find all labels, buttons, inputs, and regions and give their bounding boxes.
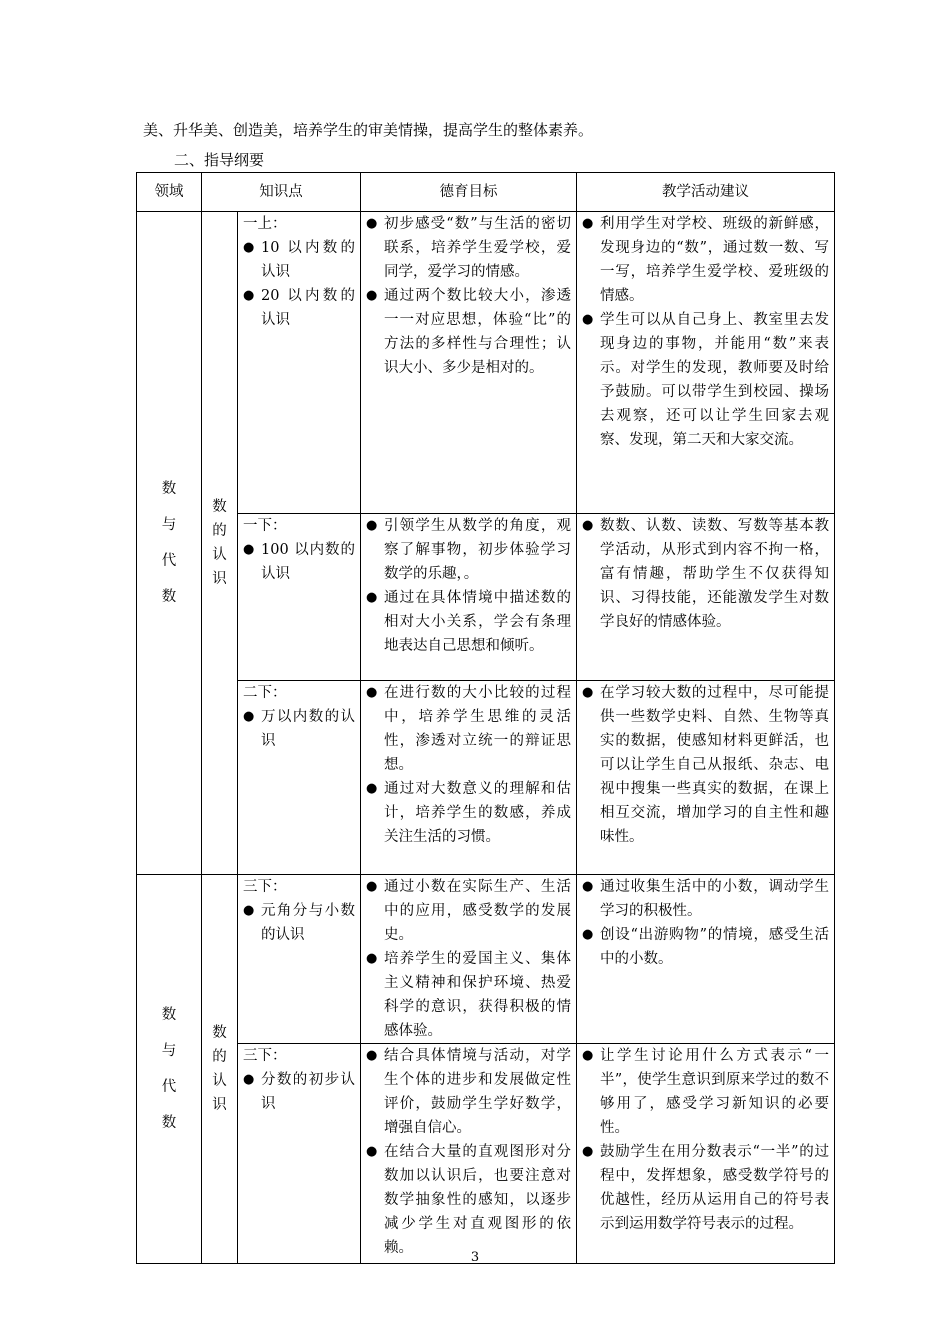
bullet-text: 100 以内数的认识 — [261, 542, 355, 582]
bullet-icon: ● — [366, 518, 378, 533]
bullet-item — [582, 1044, 829, 1140]
subdomain-cell-char: 识 — [212, 1097, 227, 1113]
bullet-item — [243, 899, 355, 947]
bullet-icon: ● — [582, 1144, 594, 1159]
knowledge-cell — [238, 875, 361, 1044]
knowledge-cell — [238, 514, 361, 681]
bullet-icon: ● — [243, 288, 255, 303]
bullet-text: 通过两个数比较大小，渗透一一对应思想，体验“比”的方法的多样性与合理性；认识大小、多少是相对的。 — [384, 288, 571, 376]
activities-cell — [577, 212, 835, 514]
bullet-icon: ● — [243, 240, 255, 255]
table-row — [137, 1044, 835, 1264]
bullet-item — [366, 1044, 571, 1140]
bullet-text: 让学生讨论用什么方式表示“一半”，使学生意识到原来学过的数不够用了，感受学习新知识的必要性。 — [600, 1048, 829, 1136]
bullet-item — [582, 923, 829, 971]
subdomain-cell-char: 的 — [212, 523, 227, 539]
goals-cell — [361, 514, 577, 681]
knowledge-cell — [238, 1044, 361, 1264]
bullet-item — [582, 212, 829, 308]
bullet-text: 元角分与小数的认识 — [261, 903, 355, 943]
intro-text: 美、升华美、创造美，培养学生的审美情操，提高学生的整体素养。 — [143, 121, 594, 139]
knowledge-cell — [238, 212, 361, 514]
bullet-text: 分数的初步认识 — [261, 1072, 355, 1112]
table-row — [137, 514, 835, 681]
grade-label: 一下： — [243, 518, 287, 534]
bullet-item — [366, 777, 571, 849]
bullet-item — [366, 212, 571, 284]
table-body — [137, 212, 835, 1264]
subdomain-cell-char: 认 — [212, 547, 227, 563]
domain-cell-char: 数 — [161, 1007, 177, 1023]
header-goals: 德育目标 — [361, 173, 577, 212]
activities-cell — [577, 681, 835, 875]
bullet-icon: ● — [582, 1048, 594, 1063]
domain-cell-char: 数 — [161, 589, 177, 605]
guidance-table — [136, 172, 835, 1264]
bullet-icon: ● — [366, 590, 378, 605]
bullet-item — [243, 705, 355, 753]
bullet-item — [243, 236, 355, 284]
grade-label: 一上： — [243, 216, 287, 232]
grade-label: 三下： — [243, 1048, 287, 1064]
domain-cell-char: 与 — [161, 1043, 177, 1059]
bullet-text: 通过收集生活中的小数，调动学生学习的积极性。 — [600, 879, 829, 919]
bullet-item — [366, 284, 571, 380]
subdomain-cell-char: 认 — [212, 1073, 227, 1089]
bullet-item — [243, 538, 355, 586]
bullet-icon: ● — [582, 518, 594, 533]
bullet-item — [243, 284, 355, 332]
bullet-icon: ● — [366, 879, 378, 894]
bullet-text: 培养学生的爱国主义、集体主义精神和保护环境、热爱科学的意识，获得积极的情感体验。 — [384, 951, 571, 1039]
bullet-text: 数数、认数、读数、写数等基本教学活动，从形式到内容不拘一格，富有情趣，帮助学生不仅获得知识、习得技能，还能激发学生对数学良好的情感体验。 — [600, 518, 829, 630]
bullet-icon: ● — [243, 709, 255, 724]
bullet-item — [366, 514, 571, 586]
subdomain-cell — [202, 212, 238, 875]
bullet-text: 通过对大数意义的理解和估计，培养学生的数感，养成关注生活的习惯。 — [384, 781, 571, 845]
bullet-text: 10 以内数的认识 — [261, 240, 355, 280]
bullet-icon: ● — [366, 288, 378, 303]
bullet-text: 万以内数的认识 — [261, 709, 355, 749]
bullet-item — [582, 1140, 829, 1236]
bullet-icon: ● — [243, 1072, 255, 1087]
bullet-text: 创设“出游购物”的情境，感受生活中的小数。 — [600, 927, 829, 967]
bullet-text: 利用学生对学校、班级的新鲜感，发现身边的“数”，通过数一数、写一写，培养学生爱学校、爱班级的情感。 — [600, 216, 829, 304]
domain-cell-char: 与 — [161, 517, 177, 533]
domain-cell-char: 代 — [161, 553, 177, 569]
domain-cell-char: 数 — [161, 481, 177, 497]
bullet-text: 通过在具体情境中描述数的相对大小关系，学会有条理地表达自己思想和倾听。 — [384, 590, 571, 654]
bullet-icon: ● — [582, 312, 594, 327]
activities-cell — [577, 1044, 835, 1264]
goals-cell — [361, 681, 577, 875]
bullet-icon: ● — [366, 1144, 378, 1159]
bullet-item — [366, 1140, 571, 1260]
bullet-text: 鼓励学生在用分数表示“一半”的过程中，发挥想象，感受数学符号的优越性，经历从运用自己的符号表示到运用数学符号表示的过程。 — [600, 1144, 829, 1232]
knowledge-cell — [238, 681, 361, 875]
activities-cell — [577, 514, 835, 681]
bullet-item — [366, 681, 571, 777]
bullet-icon: ● — [582, 927, 594, 942]
section-heading: 二、指导纲要 — [174, 151, 265, 169]
goals-cell — [361, 875, 577, 1044]
bullet-text: 通过小数在实际生产、生活中的应用，感受数学的发展史。 — [384, 879, 571, 943]
domain-cell — [137, 875, 202, 1264]
bullet-item — [582, 308, 829, 452]
bullet-text: 结合具体情境与活动，对学生个体的进步和发展做定性评价，鼓励学生学好数学，增强自信心。 — [384, 1048, 571, 1136]
bullet-icon: ● — [366, 951, 378, 966]
bullet-text: 在结合大量的直观图形对分数加以认识后，也要注意对数学抽象性的感知，以逐步减少学生对直观图形的依赖。 — [384, 1144, 571, 1256]
goals-cell — [361, 1044, 577, 1264]
bullet-text: 在进行数的大小比较的过程中，培养学生思维的灵活性，渗透对立统一的辩证思想。 — [384, 685, 571, 773]
table-row — [137, 681, 835, 875]
domain-cell-char: 代 — [161, 1079, 177, 1095]
bullet-item — [366, 947, 571, 1043]
bullet-icon: ● — [582, 216, 594, 231]
bullet-icon: ● — [366, 1048, 378, 1063]
grade-label: 三下： — [243, 879, 287, 895]
bullet-item — [582, 875, 829, 923]
bullet-item — [582, 514, 829, 634]
subdomain-cell-char: 的 — [212, 1049, 227, 1065]
grade-label: 二下： — [243, 685, 287, 701]
bullet-item — [366, 586, 571, 658]
bullet-text: 20 以内数的认识 — [261, 288, 355, 328]
bullet-text: 引领学生从数学的角度，观察了解事物，初步体验学习数学的乐趣，。 — [384, 518, 571, 582]
table-row — [137, 875, 835, 1044]
header-domain: 领域 — [137, 173, 202, 212]
domain-cell — [137, 212, 202, 875]
activities-cell — [577, 875, 835, 1044]
header-activities: 教学活动建议 — [577, 173, 835, 212]
header-knowledge: 知识点 — [202, 173, 361, 212]
subdomain-cell-char: 识 — [212, 571, 227, 587]
bullet-item — [366, 875, 571, 947]
page-number: 3 — [470, 1250, 480, 1265]
table-row — [137, 212, 835, 514]
bullet-icon: ● — [366, 781, 378, 796]
bullet-item — [582, 681, 829, 849]
bullet-item — [243, 1068, 355, 1116]
bullet-icon: ● — [243, 542, 255, 557]
subdomain-cell-char: 数 — [212, 1025, 227, 1041]
bullet-text: 学生可以从自己身上、教室里去发现身边的事物，并能用“数”来表示。对学生的发现，教师要及时给予鼓励。可以带学生到校园、操场去观察，还可以让学生回家去观察、发现，第二天和大家交流。 — [600, 312, 829, 448]
bullet-icon: ● — [582, 879, 594, 894]
subdomain-cell-char: 数 — [212, 499, 227, 515]
bullet-icon: ● — [366, 685, 378, 700]
table-header-row — [137, 173, 835, 212]
bullet-icon: ● — [582, 685, 594, 700]
goals-cell — [361, 212, 577, 514]
subdomain-cell — [202, 875, 238, 1264]
domain-cell-char: 数 — [161, 1115, 177, 1131]
bullet-icon: ● — [243, 903, 255, 918]
bullet-text: 在学习较大数的过程中，尽可能提供一些数学史料、自然、生物等真实的数据，使感知材料更鲜活，也可以让学生自己从报纸、杂志、电视中搜集一些真实的数据，在课上相互交流，增加学习的自主性和趣味性。 — [600, 685, 829, 845]
bullet-icon: ● — [366, 216, 378, 231]
bullet-text: 初步感受“数”与生活的密切联系，培养学生爱学校，爱同学，爱学习的情感。 — [384, 216, 571, 280]
